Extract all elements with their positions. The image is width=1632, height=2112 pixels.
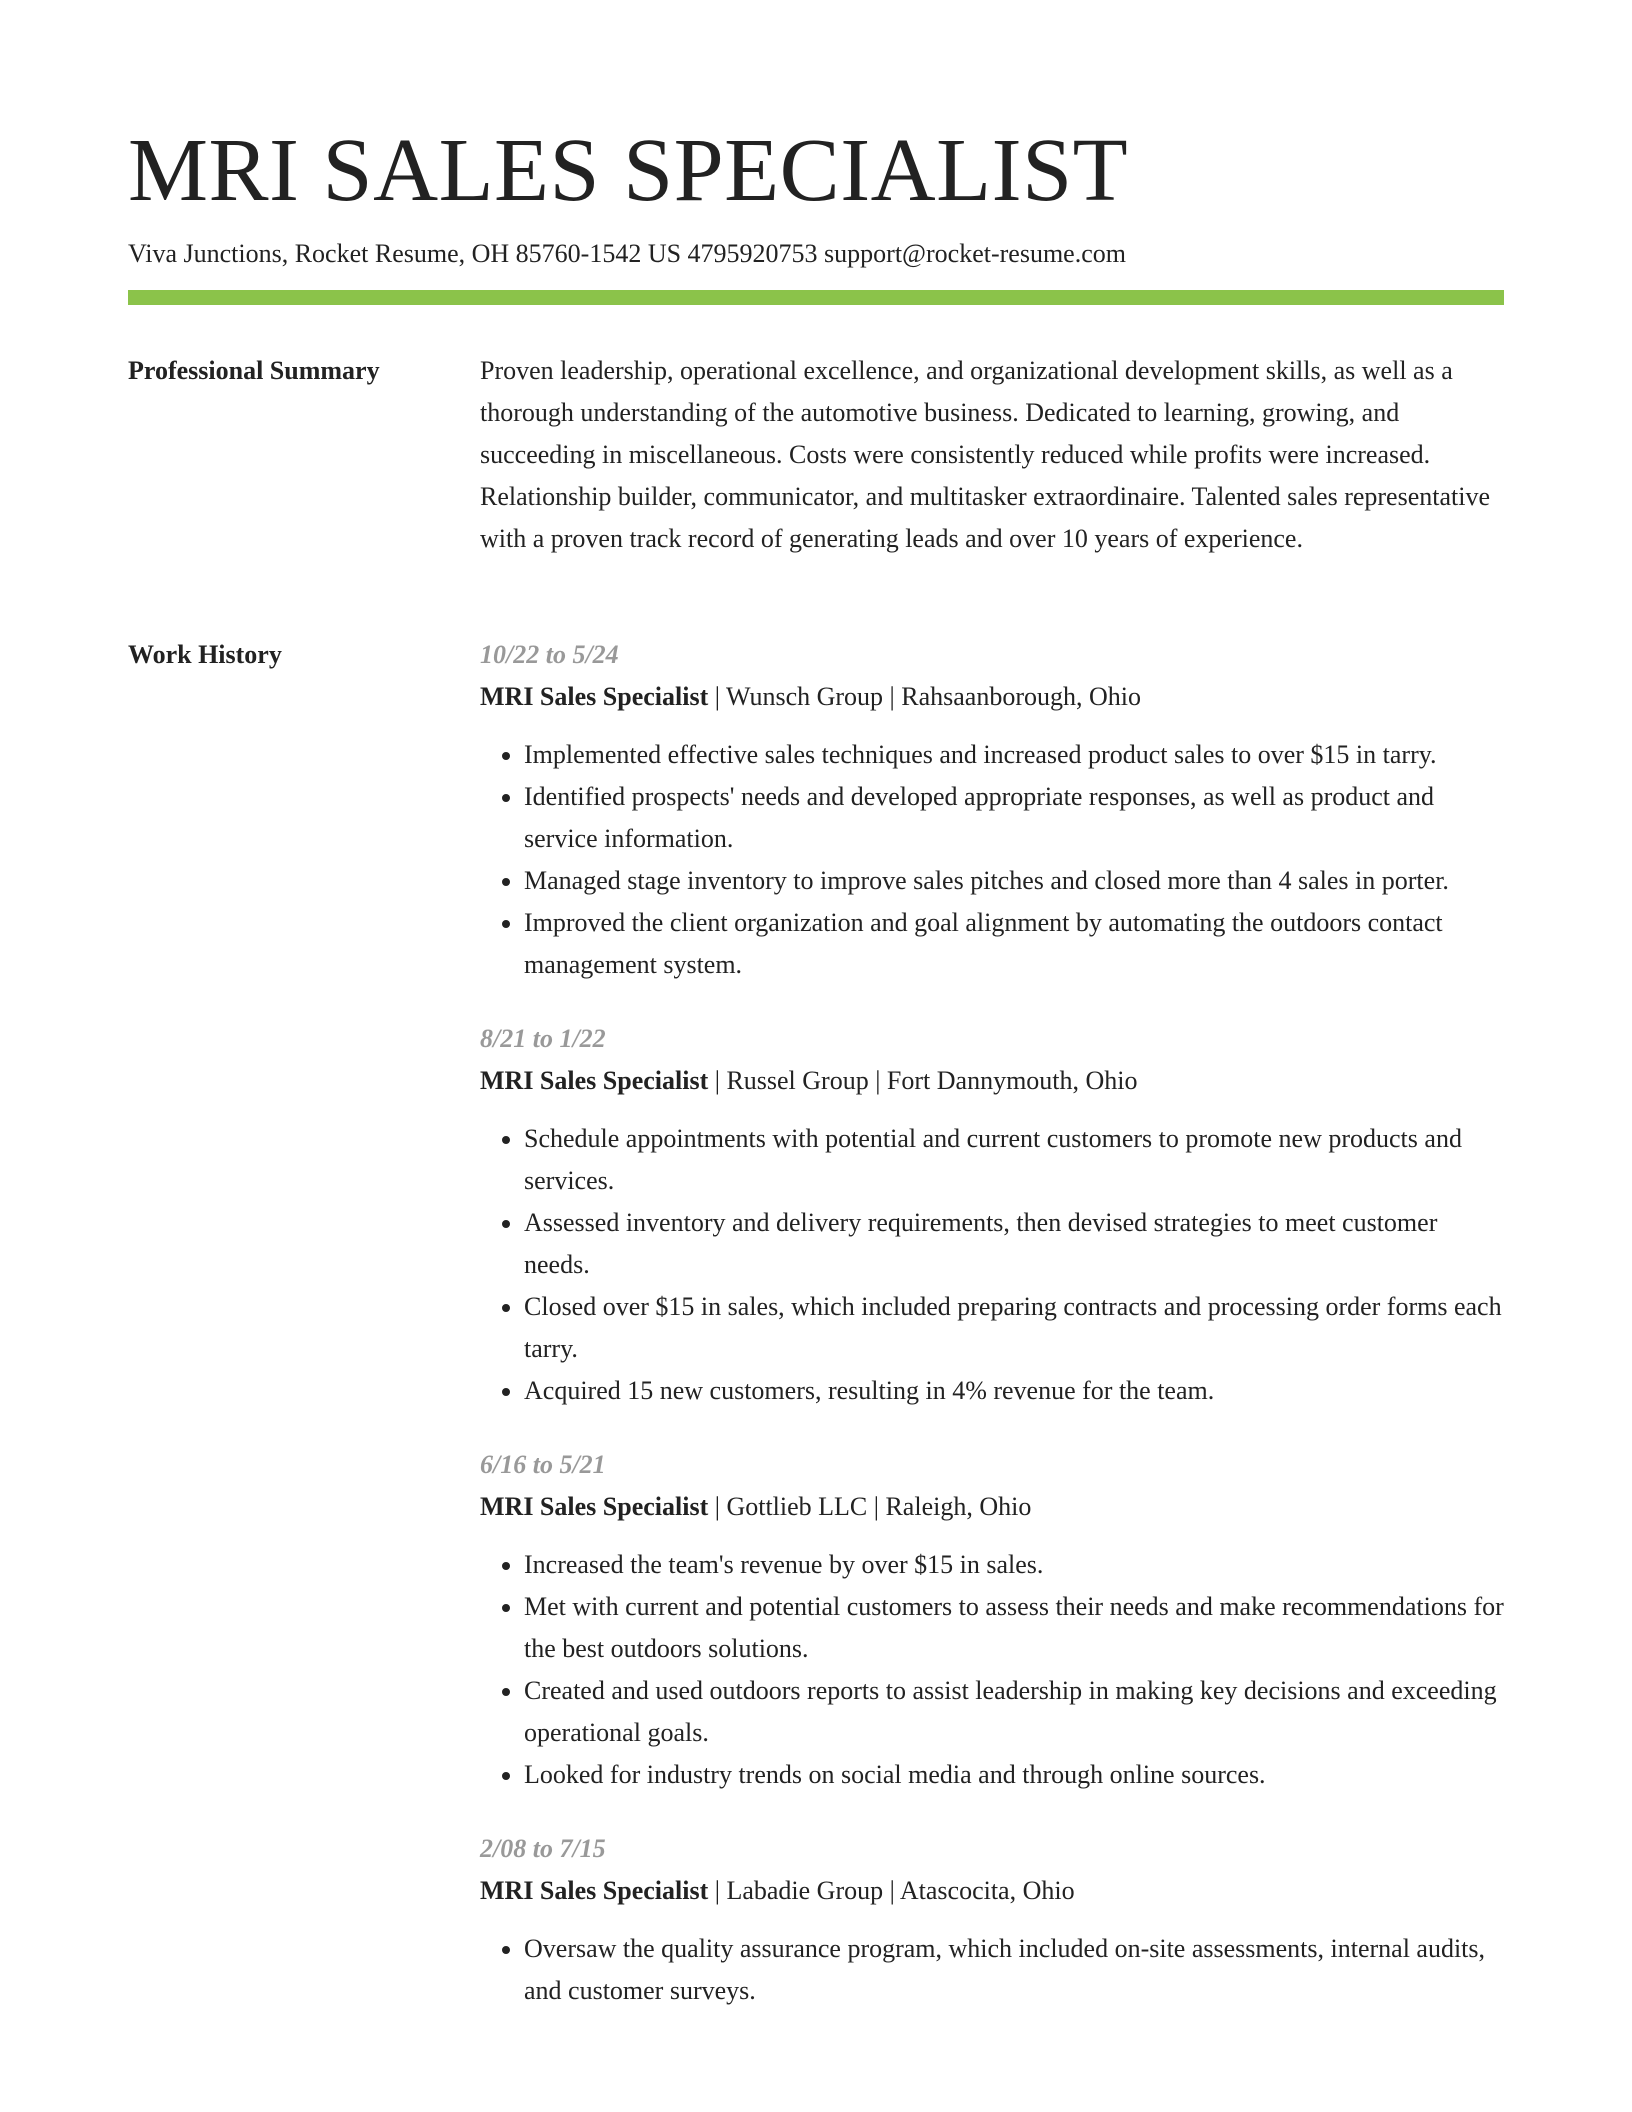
job-heading [480, 676, 1504, 718]
resume-name: MRI SALES SPECIALIST [128, 121, 1129, 220]
job-title: MRI Sales Specialist [480, 1492, 709, 1521]
job-dates: 6/16 to 5/21 [480, 1450, 606, 1479]
job-bullet: • Looked for industry trends on social media and through online sources. [524, 1754, 1504, 1796]
job-dates: 2/08 to 7/15 [480, 1834, 606, 1863]
job-heading [480, 1870, 1504, 1912]
work-history-body [480, 634, 1504, 2044]
job-heading [480, 1486, 1504, 1528]
job-bullet-list [480, 1544, 1504, 1796]
job-company-location: | Wunsch Group | Rahsaanborough, Ohio [708, 682, 1142, 711]
job-bullet: • Identified prospects' needs and developed appropriate responses, as well as product and service information. [524, 776, 1504, 860]
job-bullet: • Improved the client organization and goal alignment by automating the outdoors contact management system. [524, 902, 1504, 986]
job-bullet-list [480, 734, 1504, 986]
job-bullet: • Assessed inventory and delivery requirements, then devised strategies to meet customer needs. [524, 1202, 1504, 1286]
job-title: MRI Sales Specialist [480, 1066, 709, 1095]
job-dates: 10/22 to 5/24 [480, 640, 619, 669]
header-divider [128, 290, 1504, 305]
job-bullet: • Implemented effective sales techniques and increased product sales to over $15 in tarry. [524, 734, 1504, 776]
job-bullet: • Created and used outdoors reports to assist leadership in making key decisions and exceeding operational goals. [524, 1670, 1504, 1754]
job-title: MRI Sales Specialist [480, 1876, 709, 1905]
job-company-location: | Gottlieb LLC | Raleigh, Ohio [708, 1492, 1032, 1521]
job-entry [480, 1444, 1504, 1796]
resume-header [128, 118, 1504, 305]
job-bullet-list [480, 1928, 1504, 2012]
job-entry [480, 1018, 1504, 1412]
job-bullet: • Oversaw the quality assurance program, which included on-site assessments, internal audits, and customer surveys. [524, 1928, 1504, 2012]
work-history-heading: Work History [128, 640, 282, 669]
job-title: MRI Sales Specialist [480, 682, 709, 711]
summary-heading: Professional Summary [128, 356, 380, 385]
job-company-location: | Russel Group | Fort Dannymouth, Ohio [708, 1066, 1138, 1095]
job-bullet: • Increased the team's revenue by over $15 in sales. [524, 1544, 1504, 1586]
summary-text: Proven leadership, operational excellence, and organizational development skills, as well as a thorough understanding of the automotive business. Dedicated to learning, growing, and succeeding in miscellaneous. Costs were consistently reduced while profits were increased. Relationship builder, communicator, and multitasker extraordinaire. Talented sales representative with a proven track record of generating leads and over 10 years of experience. [480, 356, 1491, 553]
job-entry [480, 634, 1504, 986]
job-bullet: • Managed stage inventory to improve sales pitches and closed more than 4 sales in porter. [524, 860, 1504, 902]
job-company-location: | Labadie Group | Atascocita, Ohio [708, 1876, 1075, 1905]
job-bullet: • Acquired 15 new customers, resulting in 4% revenue for the team. [524, 1370, 1504, 1412]
job-dates: 8/21 to 1/22 [480, 1024, 606, 1053]
job-bullet: • Met with current and potential customers to assess their needs and make recommendations for the best outdoors solutions. [524, 1586, 1504, 1670]
job-entry [480, 1828, 1504, 2012]
job-bullet: • Schedule appointments with potential and current customers to promote new products and services. [524, 1118, 1504, 1202]
job-heading [480, 1060, 1504, 1102]
job-bullet: • Closed over $15 in sales, which included preparing contracts and processing order forms each tarry. [524, 1286, 1504, 1370]
summary-body [480, 350, 1504, 560]
job-bullet-list [480, 1118, 1504, 1412]
contact-info: Viva Junctions, Rocket Resume, OH 85760-1542 US 4795920753 support@rocket-resume.com [128, 239, 1126, 268]
